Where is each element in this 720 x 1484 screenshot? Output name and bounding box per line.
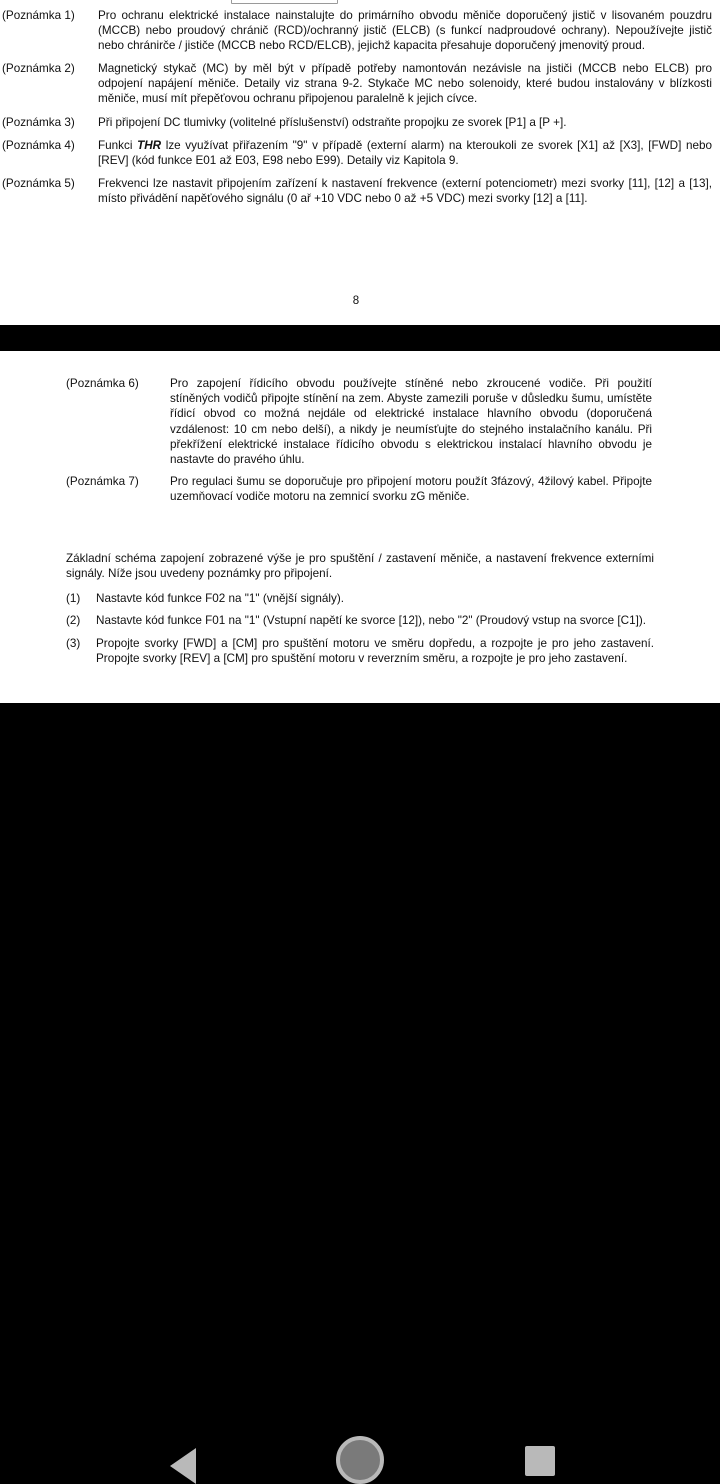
notes-list-top [0,8,712,214]
note-row [66,474,652,511]
step-row [66,636,654,674]
note-label: (Poznámka 1) [2,9,75,22]
note-label: (Poznámka 4) [2,138,75,152]
note-row [0,138,712,176]
android-navigation-bar [0,703,720,807]
note-row [0,61,712,114]
document-page-bottom[interactable] [0,351,720,703]
note-row [0,176,712,214]
note-text: Při připojení DC tlumivky (volitelné příslušenství) odstraňte propojku ze svorek [P1] a [P +]. [98,115,567,129]
intro-paragraph: Základní schéma zapojení zobrazené výše je pro spuštění / zastavení měniče, a nastavení frekvence externími signály. Níže jsou uvedeny poznámky pro připojení. [66,552,654,581]
note-emphasis: THR [137,138,162,152]
note-row [0,8,712,61]
note-label: (Poznámka 6) [66,377,139,390]
step-number: (3) [66,636,81,650]
home-icon[interactable] [336,1436,384,1484]
step-row [66,613,654,635]
step-number: (2) [66,614,81,628]
note-text-before: Funkci [98,138,138,152]
note-text: Pro regulaci šumu se doporučuje pro připojení motoru použít 3fázový, 4žilový kabel. Připojte uzemňovací vodiče motoru na zemnicí svorku zG měniče. [170,475,652,504]
step-number: (1) [66,592,81,605]
step-text: Propojte svorky [FWD] a [CM] pro spuštění motoru ve směru dopředu, a rozpojte je pro jeho zastavení. Propojte svorky [REV] a [CM] pro spuštění motoru v reverzním směru, a rozpojte je pro jeho zastavení. [96,636,654,666]
note-label: (Poznámka 5) [2,176,75,190]
page-number: 8 [352,295,360,307]
note-text: Frekvenci lze nastavit připojením zařízení k nastavení frekvence (externí potenciometr) mezi svorky [11], [12] a [13], místo přivádění napěťového signálu (0 ař +10 VDC nebo 0 až +5 VDC) mezi svorky [12] a [11]. [98,176,712,205]
figure-clipped-box [231,0,338,4]
back-icon[interactable] [170,1448,196,1484]
note-row [0,115,712,138]
note-row [66,376,652,474]
note-text: Magnetický stykač (MC) by měl být v případě potřeby namontován nezávisle na jističi (MCCB nebo ELCB) pro odpojení napájení měniče. Detaily viz strana 9-2. Stykače MC nebo solenoidy, které budou instalovány v blízkosti měniče, musí mít přepěťovou ochranu připojenou paralelně k jejich cívce. [98,62,712,106]
note-text: Pro zapojení řídicího obvodu používejte stíněné nebo zkroucené vodiče. Při použití stíněných vodičů připojte stínění na zem. Abyste zamezili poruše v důsledku šumu, umístěte řídicí obvod co možná nejdále od elektrické instalace hlavního obvodu (doporučená vzdálenost: 10 cm nebo delší), a nikdy je neumísťujte do stejného instalačního kanálu. Při překřížení elektrické instalace řídicího obvodu s elektrickou instalací hlavního obvodu je nastavte do pravého úhlu. [170,377,652,467]
note-text-after: lze využívat přiřazením "9" v případě (externí alarm) na kteroukoli ze svorek [X1] až [X3], [FWD] nebo [REV] (kód funkce E01 až E03, E98 nebo E99). Detaily viz Kapitola 9. [98,138,712,167]
page-separator [0,325,720,351]
steps-list [66,591,654,674]
step-text: Nastavte kód funkce F01 na "1" (Vstupní napětí ke svorce [12]), nebo "2" (Proudový vstup na svorce [C1]). [96,614,646,628]
note-label: (Poznámka 2) [2,62,75,76]
note-text: Pro ochranu elektrické instalace nainstalujte do primárního obvodu měniče doporučený jistič v lisovaném pouzdru (MCCB) nebo proudový chránič (RCD)/ochranný jistič (ELCB) (s funkcí nadproudové ochrany). Nepoužívejte jistič nebo chránirče / jističe (MCCB nebo RCD/ELCB), jejichž kapacita přesahuje doporučený jmenovitý proud. [98,9,712,53]
recent-apps-icon[interactable] [525,1446,555,1476]
note-label: (Poznámka 3) [2,115,75,129]
document-page-top[interactable] [0,0,720,325]
note-label: (Poznámka 7) [66,475,139,489]
step-row [66,591,654,613]
step-text: Nastavte kód funkce F02 na "1" (vnější signály). [96,592,345,605]
note-text [94,138,712,176]
notes-list-bottom [66,376,652,512]
